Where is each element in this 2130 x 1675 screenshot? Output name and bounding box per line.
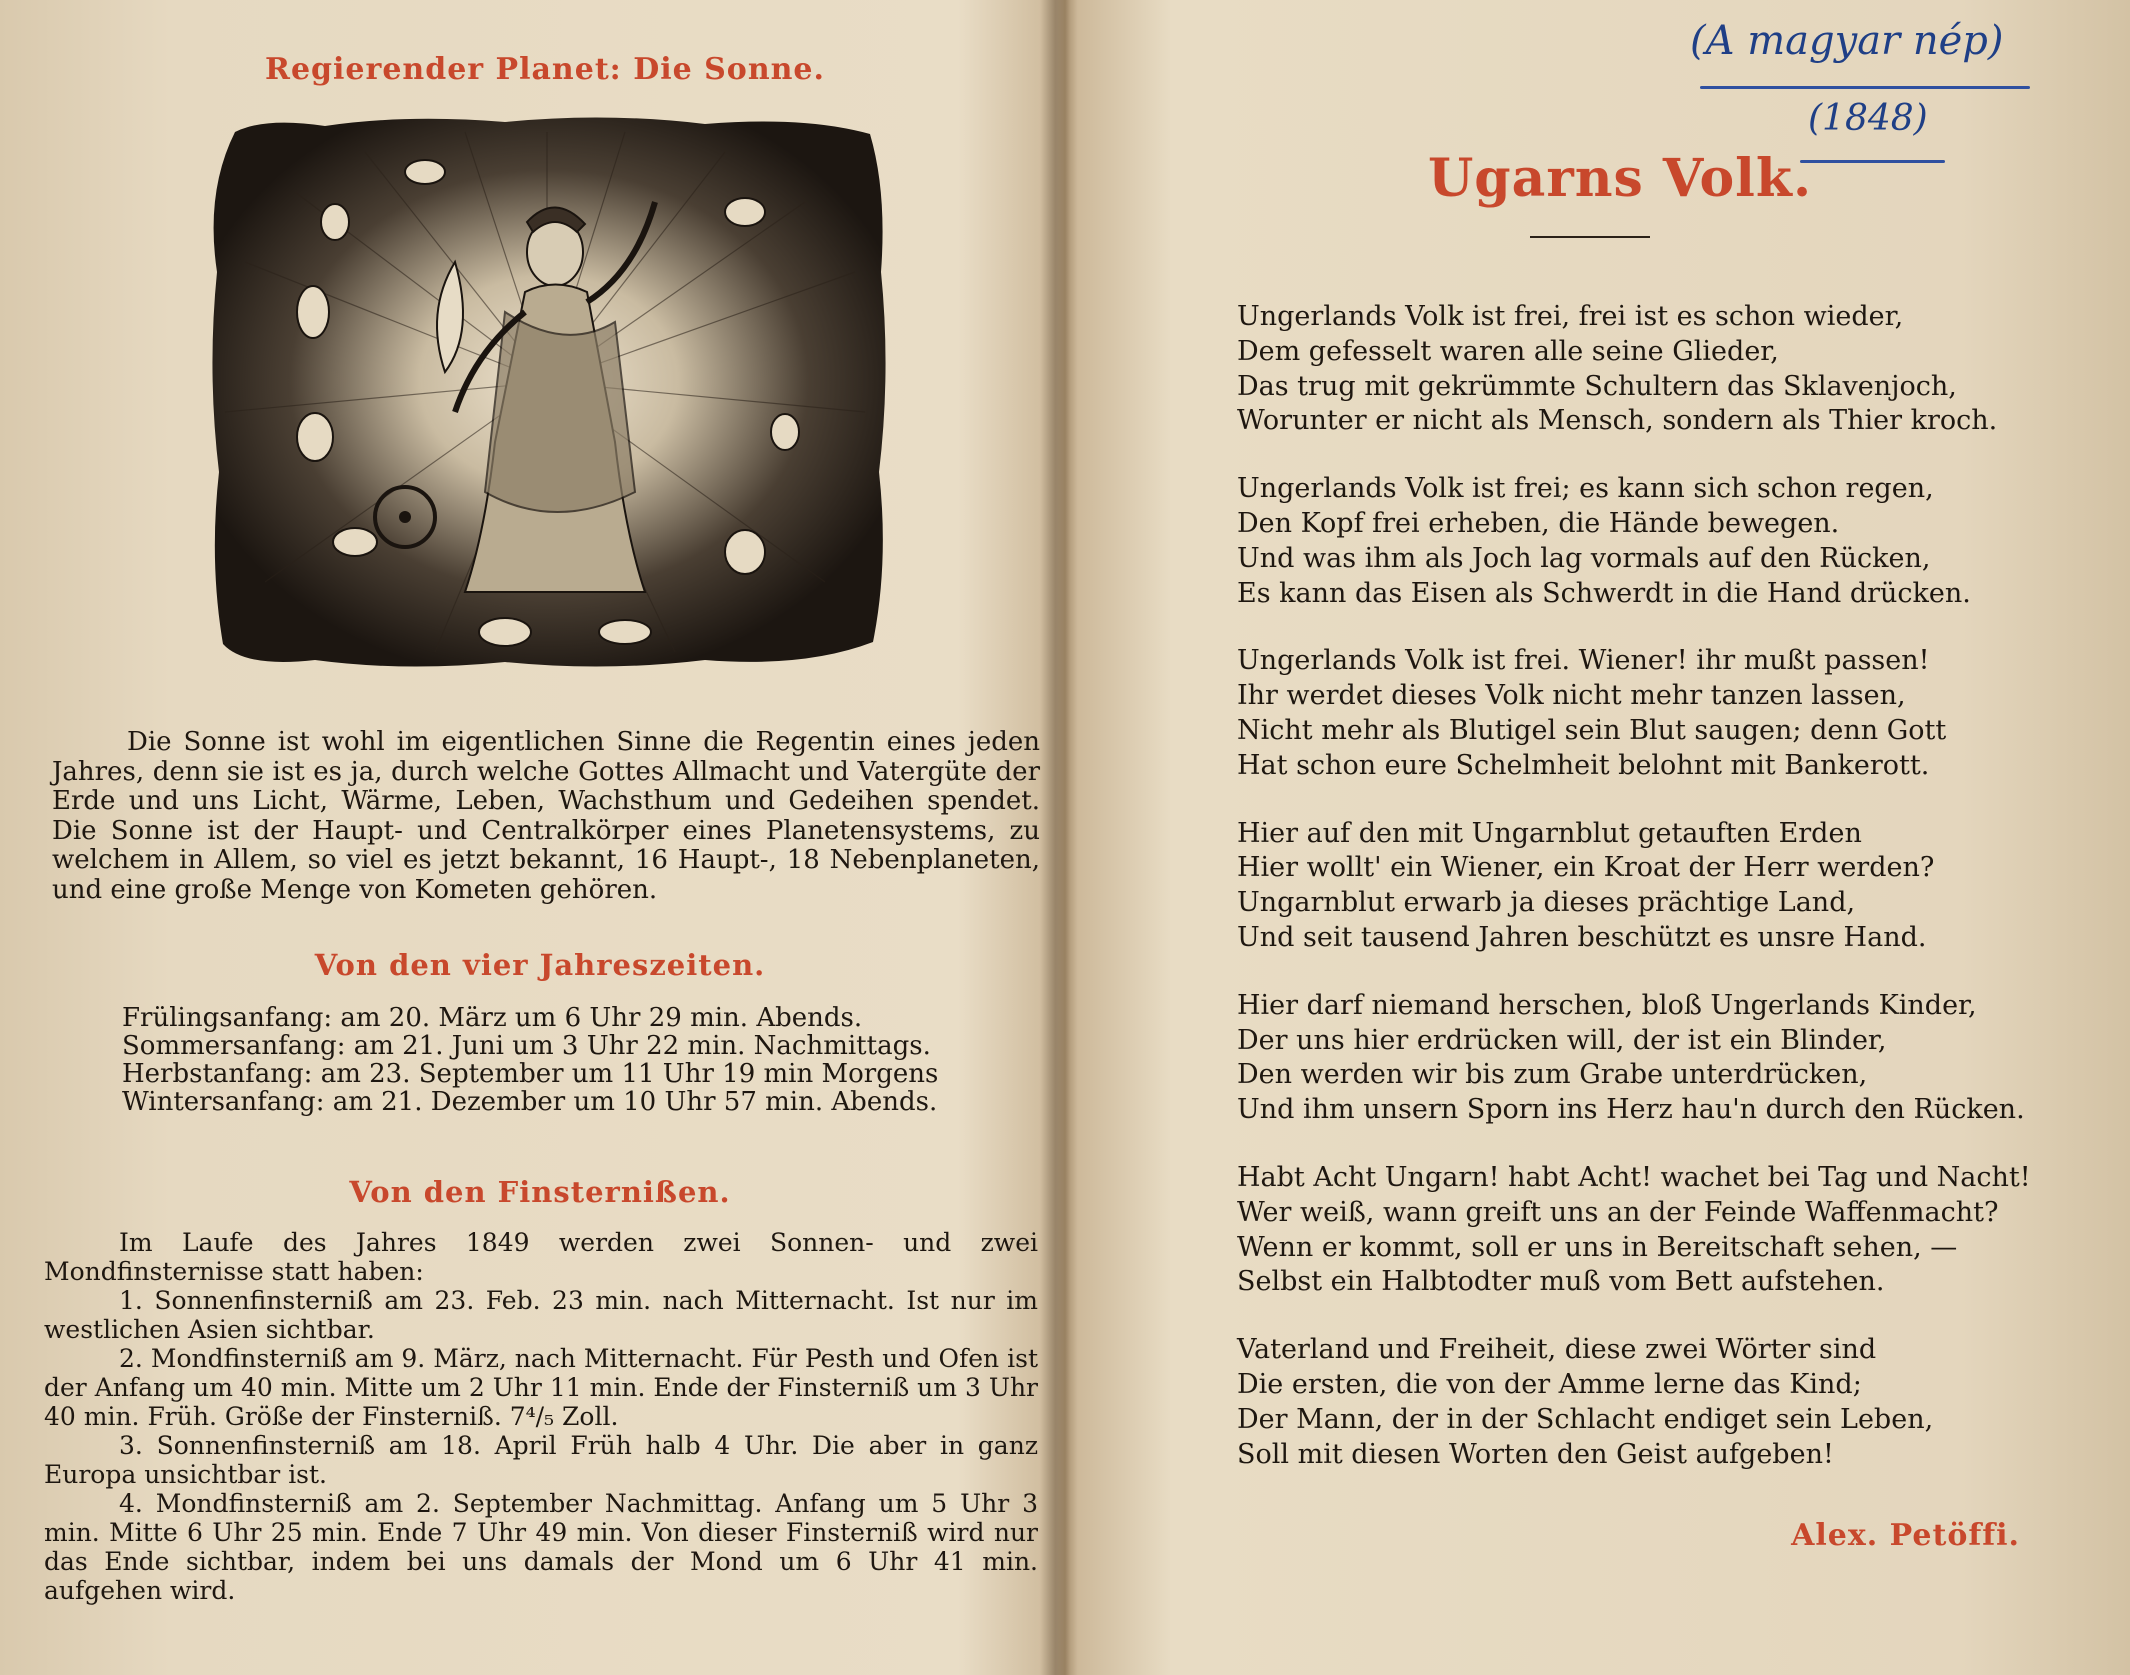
handwritten-underline bbox=[1700, 86, 2030, 89]
poem-stanza: Hier auf den mit Ungarnblut getauften Erden Hier wollt' ein Wiener, ein Kroat der Herr werden? Ungarnblut erwarb ja dieses prächtige Land, Und seit tausend Jahren beschützt es unsre Hand. bbox=[1237, 817, 1935, 953]
eclipses-section bbox=[44, 1228, 1038, 1605]
eclipse-item: 1. Sonnenfinsterniß am 23. Feb. 23 min. nach Mitternacht. Ist nur im westlichen Asien sichtbar. bbox=[44, 1286, 1038, 1344]
eclipses-heading: Von den Finsternißen. bbox=[349, 1175, 731, 1209]
seasons-heading: Von den vier Jahreszeiten. bbox=[314, 948, 766, 982]
season-line: Frülingsanfang: am 20. März um 6 Uhr 29 min. Abends. bbox=[122, 1003, 863, 1033]
sun-intro-paragraph: Die Sonne ist wohl im eigentlichen Sinne die Regentin eines jeden Jahres, denn sie ist es ja, durch welche Gottes Allmacht und Vatergüte der Erde und uns Licht, Wärme, Leben, Wachsthum und Gedeihen spendet. Die Sonne ist der Haupt- und Centralkörper eines Planetensystems, zu welchem in Allem, so viel es jetzt bekannt, 16 Haupt-, 18 Nebenplaneten, und eine große Menge von Kometen gehören. bbox=[52, 727, 1040, 905]
eclipse-item: 2. Mondfinsterniß am 9. März, nach Mitternacht. Für Pesth und Ofen ist der Anfang um 40 min. Mitte um 2 Uhr 11 min. Ende der Finsterniß um 3 Uhr 40 min. Früh. Größe der Finsterniß. 7⁴/₅ Zoll. bbox=[44, 1344, 1038, 1431]
season-line: Herbstanfang: am 23. September um 11 Uhr 19 min Morgens bbox=[122, 1059, 939, 1089]
sun-goddess-engraving bbox=[205, 112, 890, 674]
eclipse-item: 3. Sonnenfinsterniß am 18. April Früh halb 4 Uhr. Die aber in ganz Europa unsichtbar ist. bbox=[44, 1431, 1038, 1489]
handwritten-note-year: (1848) bbox=[1808, 98, 1928, 139]
poem-stanza: Vaterland und Freiheit, diese zwei Wörter sind Die ersten, die von der Amme lerne das Kind; Der Mann, der in der Schlacht endiget sein Leben, Soll mit diesen Worten den Geist aufgeben! bbox=[1237, 1334, 1934, 1470]
poem-stanza: Habt Acht Ungarn! habt Acht! wachet bei Tag und Nacht! Wer weiß, wann greift uns an der Feinde Waffenmacht? Wenn er kommt, soll er uns in Bereitschaft sehen, — Selbst ein Halbtodter muß vom Bett aufstehen. bbox=[1237, 1161, 2031, 1298]
poem-stanza: Ungerlands Volk ist frei, frei ist es schon wieder, Dem gefesselt waren alle seine Glieder, Das trug mit gekrümmte Schultern das Sklavenjoch, Worunter er nicht als Mensch, sondern als Thier kroch. bbox=[1237, 301, 1998, 437]
handwritten-note-title: (A magyar nép) bbox=[1690, 18, 2004, 64]
poem-signature: Alex. Petöffi. bbox=[1791, 1518, 2020, 1553]
season-line: Wintersanfang: am 21. Dezember um 10 Uhr 57 min. Abends. bbox=[122, 1087, 938, 1117]
season-line: Sommersanfang: am 21. Juni um 3 Uhr 22 min. Nachmittags. bbox=[122, 1031, 931, 1061]
eclipses-intro: Im Laufe des Jahres 1849 werden zwei Sonnen- und zwei Mondfinsternisse statt haben: bbox=[44, 1228, 1038, 1286]
poem-stanza: Hier darf niemand herschen, bloß Ungerlands Kinder, Der uns hier erdrücken will, der ist ein Blinder, Den werden wir bis zum Grabe unterdrücken, Und ihm unsern Sporn ins Herz hau'n durch den Rücken. bbox=[1237, 989, 2025, 1126]
seasons-list bbox=[122, 1004, 938, 1116]
poem-body bbox=[1237, 300, 2031, 1505]
poem-title: Ugarns Volk. bbox=[1427, 148, 1813, 209]
eclipse-item: 4. Mondfinsterniß am 2. September Nachmittag. Anfang um 5 Uhr 3 min. Mitte 6 Uhr 25 min. Ende 7 Uhr 49 min. Von dieser Finsterniß wird nur das Ende sichtbar, indem bei uns damals der Mond um 6 Uhr 41 min. aufgehen wird. bbox=[44, 1489, 1038, 1605]
poem-stanza: Ungerlands Volk ist frei; es kann sich schon regen, Den Kopf frei erheben, die Hände bewegen. Und was ihm als Joch lag vormals auf den Rücken, Es kann das Eisen als Schwerdt in die Hand drücken. bbox=[1237, 473, 1971, 609]
poem-stanza: Ungerlands Volk ist frei. Wiener! ihr mußt passen! Ihr werdet dieses Volk nicht mehr tanzen lassen, Nicht mehr als Blutigel sein Blut saugen; denn Gott Hat schon eure Schelmheit belohnt mit Bankerott. bbox=[1237, 645, 1947, 781]
title-rule bbox=[1530, 236, 1650, 238]
planet-heading: Regierender Planet: Die Sonne. bbox=[265, 52, 825, 87]
